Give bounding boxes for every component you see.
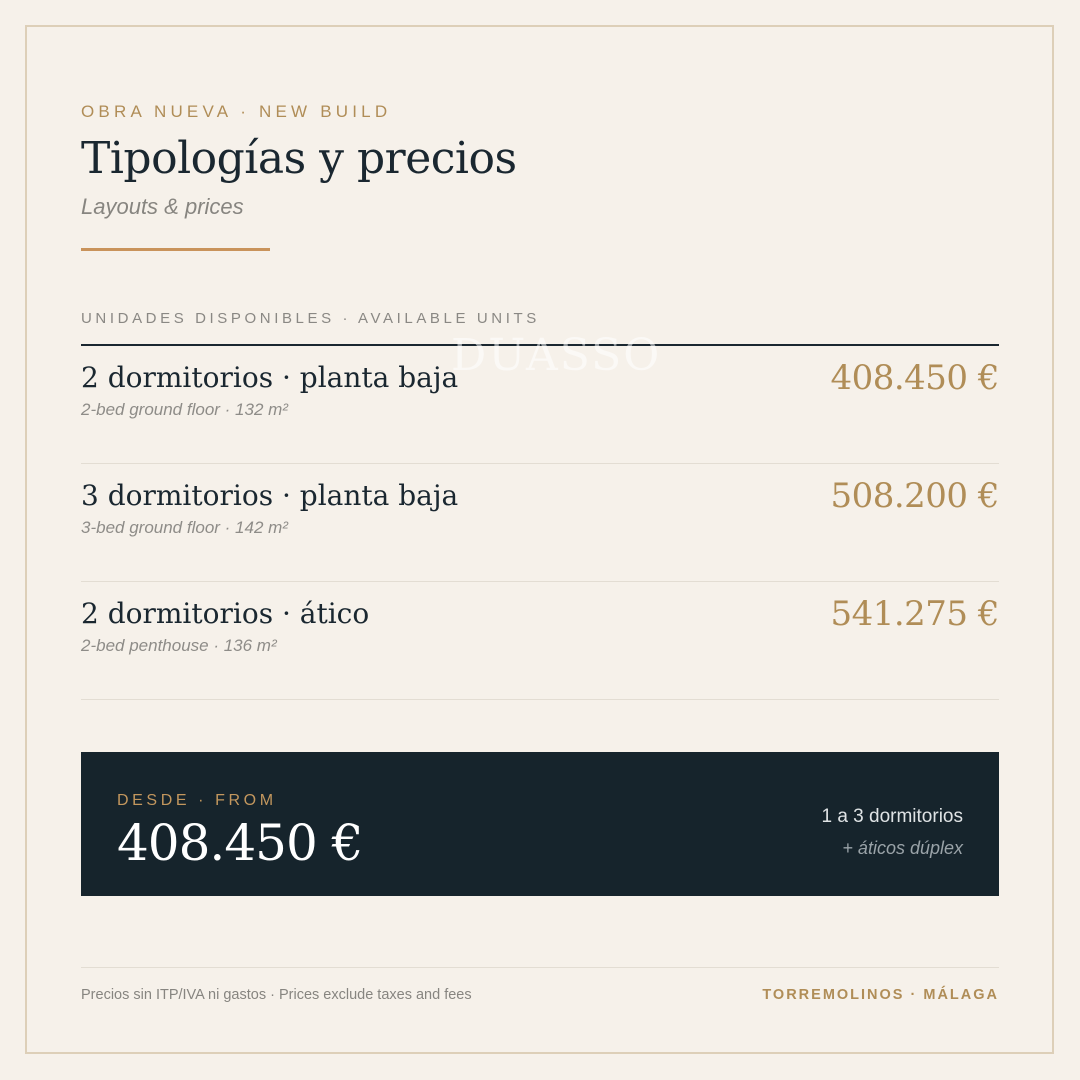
unit-detail: 2-bed ground floor · 132 m² [81,400,288,419]
from-label: DESDE · FROM [117,792,277,809]
eyebrow-label: OBRA NUEVA · NEW BUILD [81,102,392,121]
footer-divider [81,967,999,968]
unit-name: 2 dormitorios · planta baja [81,361,459,394]
unit-price: 508.200 € [830,476,999,516]
page-subtitle: Layouts & prices [81,194,244,219]
bedrooms-note: 1 a 3 dormitorios [821,806,963,827]
unit-name: 3 dormitorios · planta baja [81,479,459,512]
units-heading: UNIDADES DISPONIBLES · AVAILABLE UNITS [81,310,540,327]
units-list [81,346,999,700]
unit-detail: 2-bed penthouse · 136 m² [81,636,277,655]
unit-row [81,464,999,582]
unit-detail: 3-bed ground floor · 142 m² [81,518,288,537]
penthouse-note: + áticos dúplex [842,838,963,858]
price-disclaimer: Precios sin ITP/IVA ni gastos · Prices exclude taxes and fees [81,987,472,1003]
brand-watermark: DUASSO [451,330,662,381]
unit-price: 408.450 € [830,358,999,398]
unit-name: 2 dormitorios · ático [81,597,370,630]
location-label: TORREMOLINOS · MÁLAGA [762,987,999,1003]
unit-price: 541.275 € [830,594,999,634]
unit-row [81,582,999,700]
from-price: 408.450 € [117,814,363,872]
accent-divider [81,248,270,251]
from-price-panel [81,752,999,896]
page-title: Tipologías y precios [81,133,517,184]
